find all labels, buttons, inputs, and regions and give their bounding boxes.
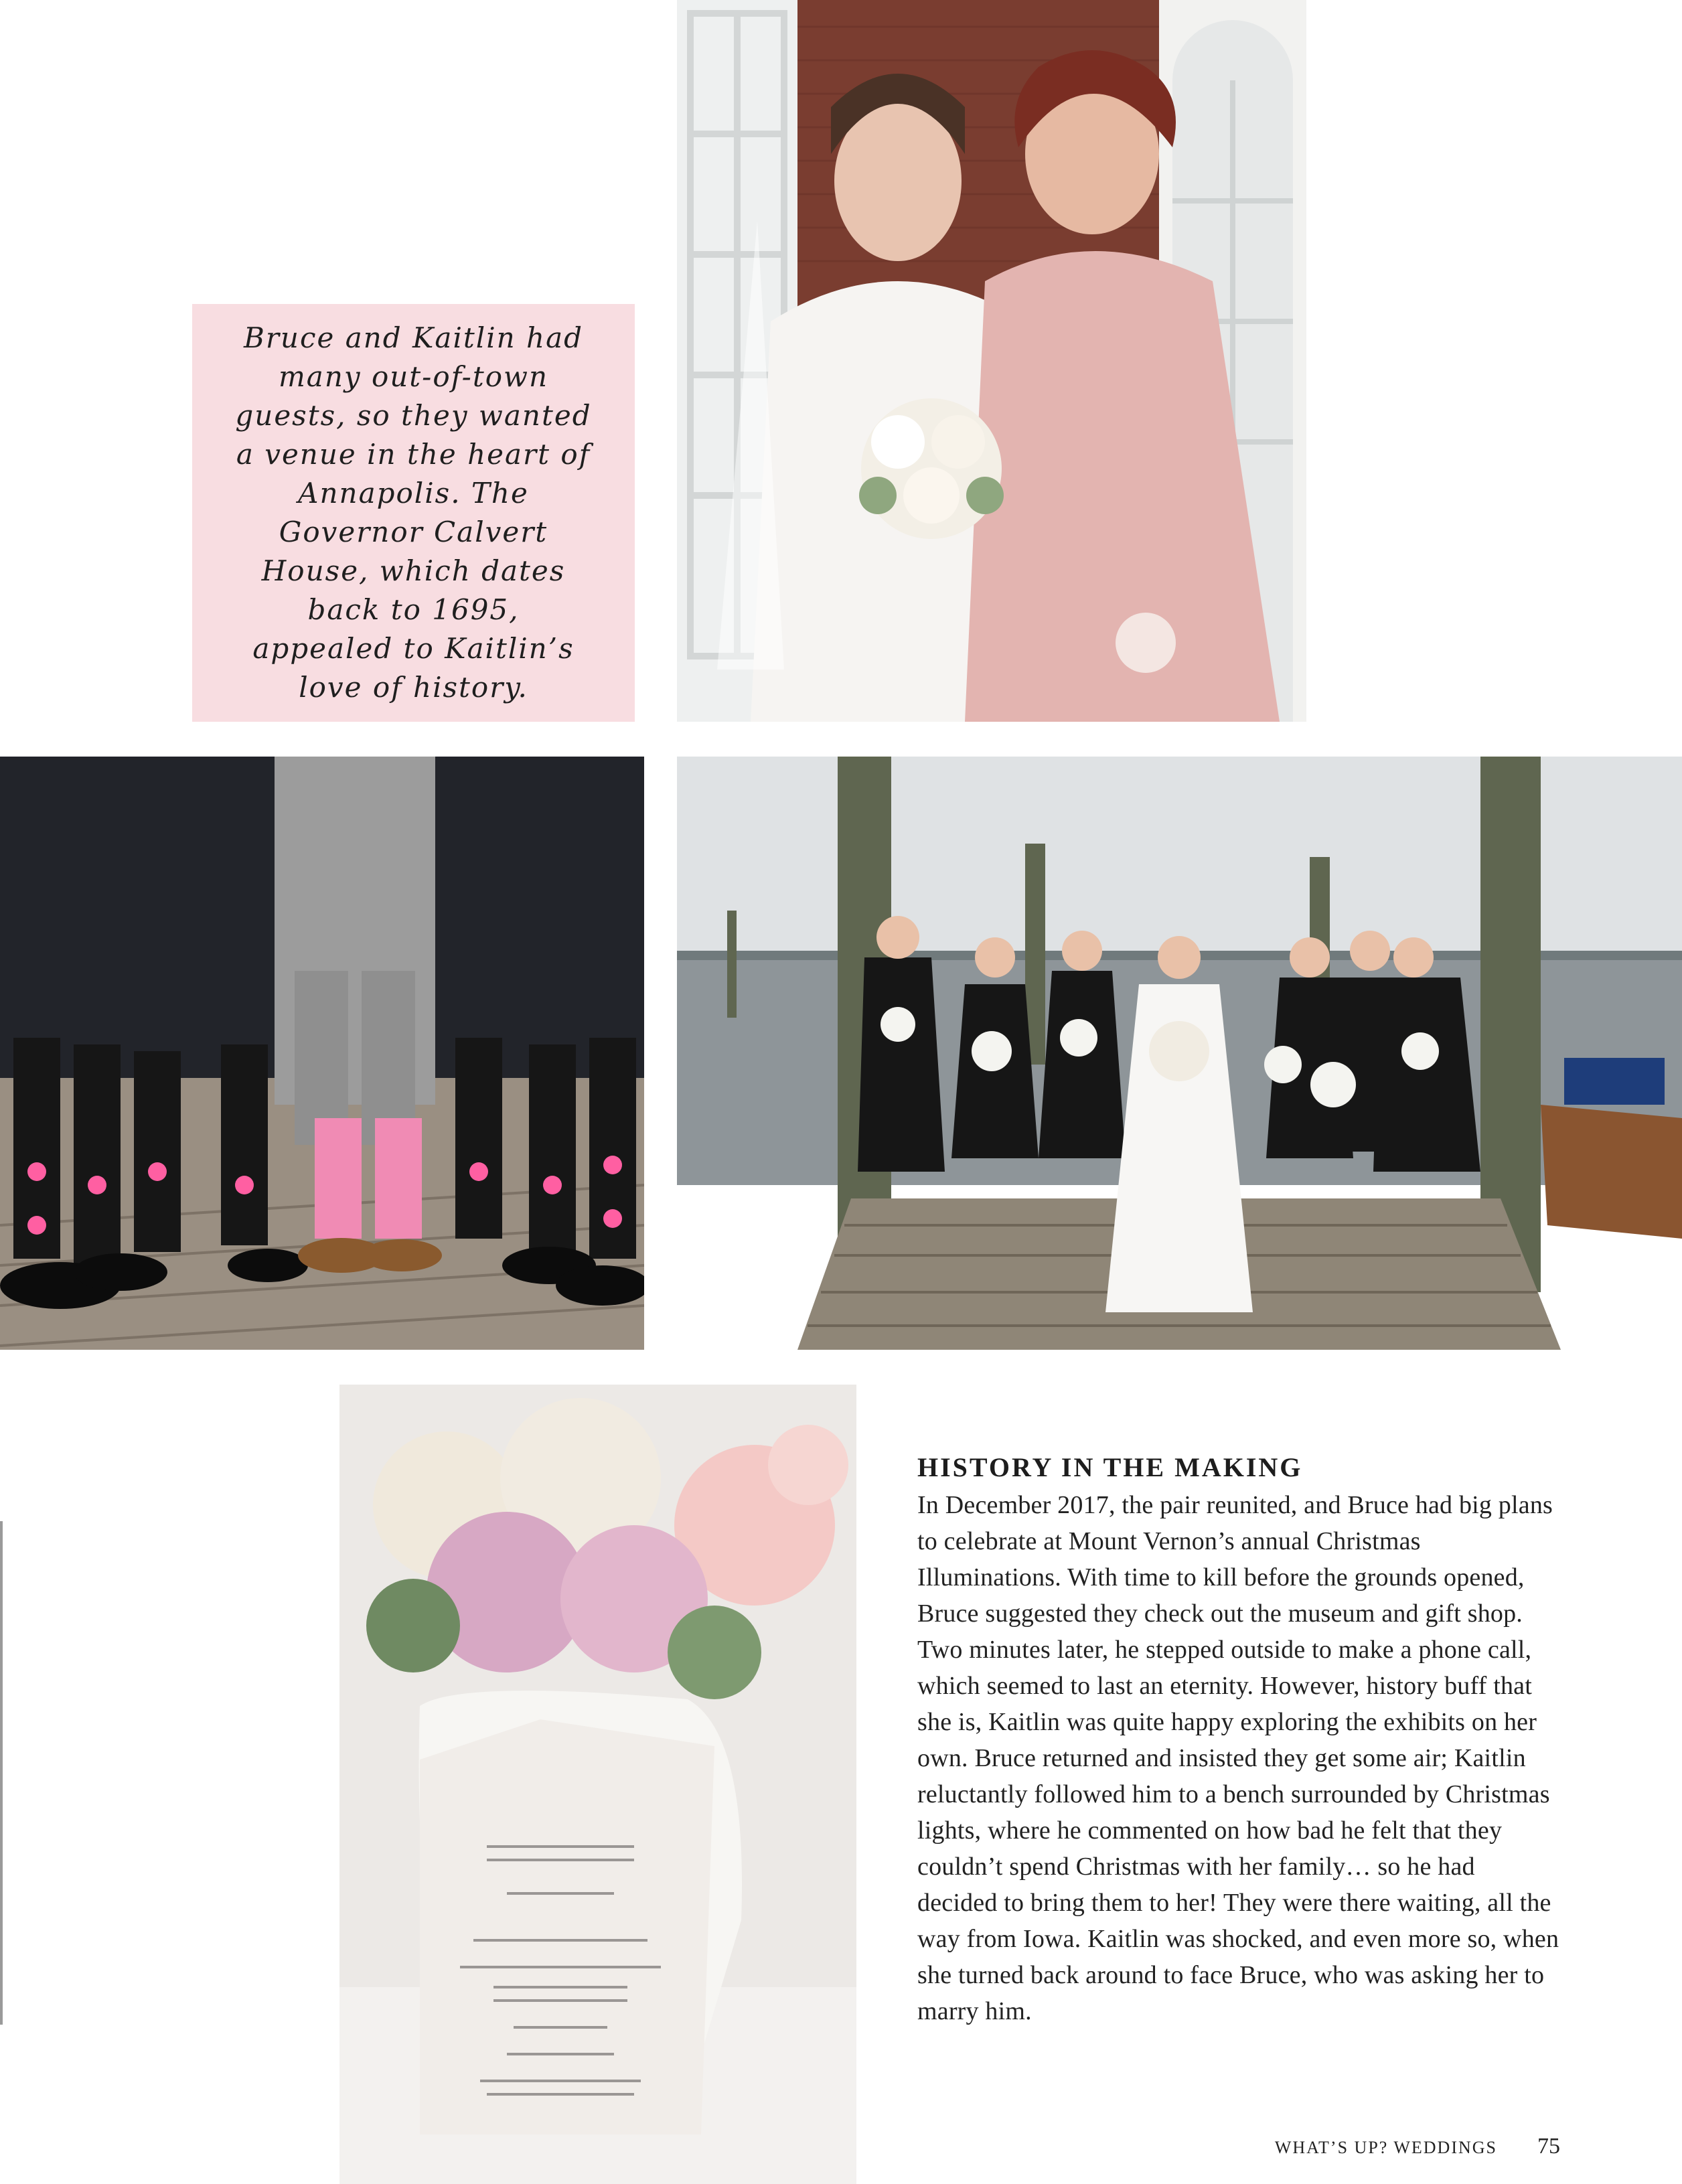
section-heading: HISTORY IN THE MAKING (917, 1452, 1303, 1482)
photo-invitation-and-flowers (339, 1385, 856, 2184)
photo-bridesmaids-dock (677, 757, 1682, 1350)
page-edge-rule (0, 1521, 3, 2025)
photo-bride-and-mother (677, 0, 1306, 722)
page-number: 75 (1537, 2134, 1560, 2159)
pull-quote-text: Bruce and Kaitlin had many out-of-town guests, so they wanted a venue in the heart of Annapolis. The Governor Calvert House, which dates back to 1695, appealed to Kaitlin’s love of history. (235, 321, 592, 704)
article-body: In December 2017, the pair reunited, and Bruce had big plans to celebrate at Mount Vernon’s annual Christmas Illuminations. With time to kill before the grounds opened, Bruce suggested they check out the museum and gift shop. Two minutes later, he stepped outside to make a phone call, which seemed to last an eternity. However, history buff that she is, Kaitlin was quite happy exploring the exhibits on her own. Bruce returned and insisted they get some air; Kaitlin reluctantly followed him to a bench surrounded by Christmas lights, where he commented on how bad he felt that they couldn’t spend Christmas with her family… so he had decided to bring them to her! They were there waiting, all the way from Iowa. Kaitlin was shocked, and even more so, when she turned back around to face Bruce, who was asking her to marry him. (917, 1491, 1559, 2025)
publication-name: WHAT’S UP? WEDDINGS (1274, 2138, 1497, 2157)
photo-groomsmen-socks (0, 757, 644, 1350)
article-section (917, 1452, 1560, 2029)
pull-quote-box (192, 304, 635, 722)
page-footer (1259, 2134, 1560, 2159)
